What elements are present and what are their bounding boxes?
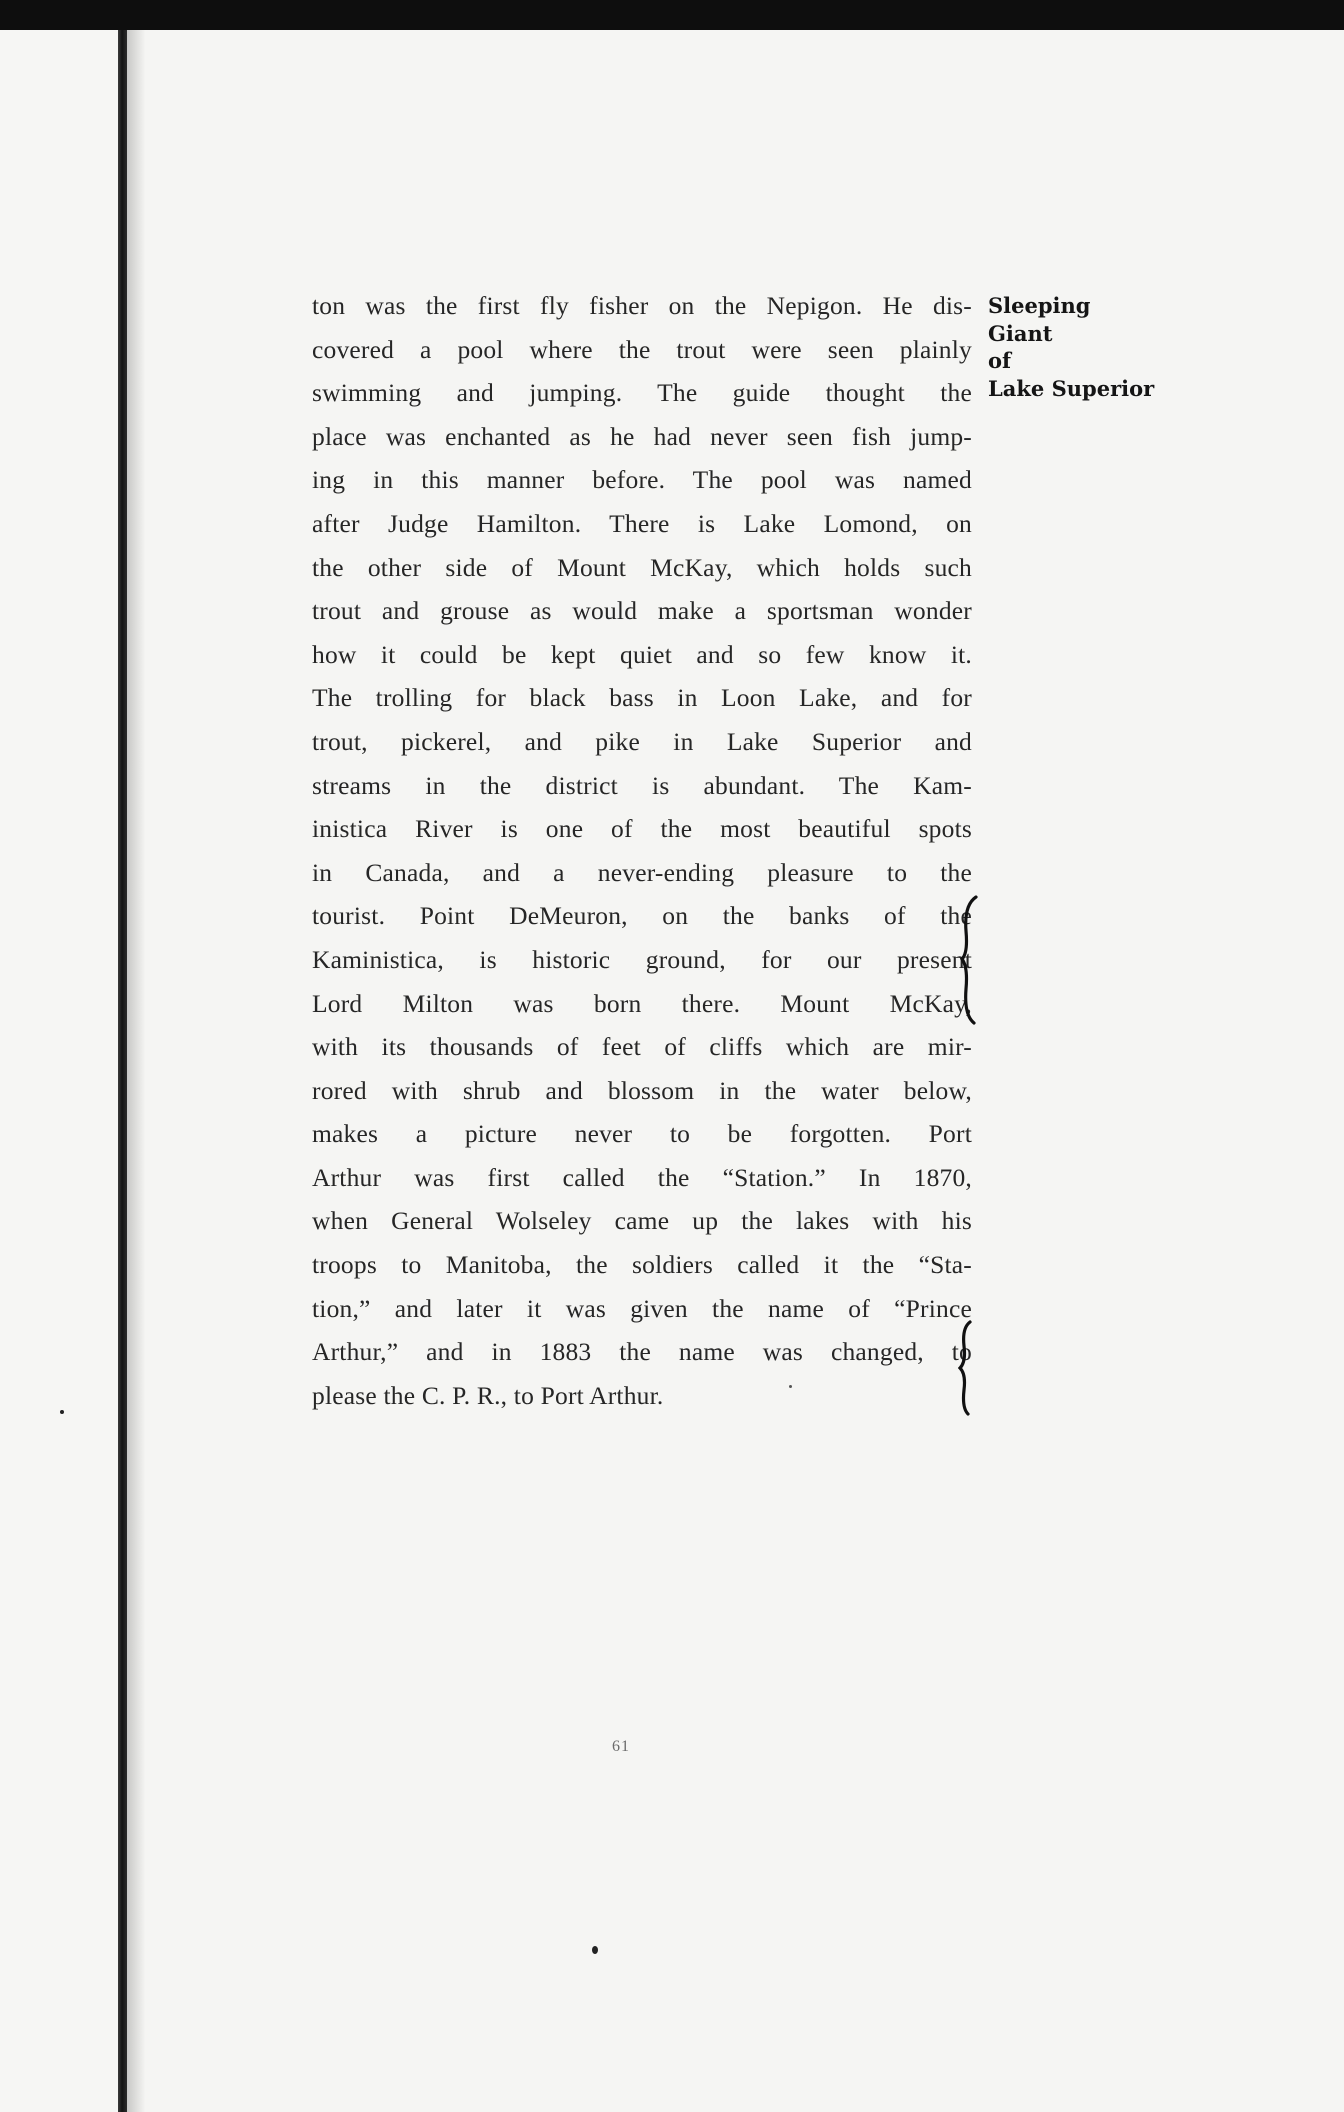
text-line: after Judge Hamilton. There is Lake Lomond, on: [312, 508, 972, 538]
text-line: Arthur was first called the “Station.” In 1870,: [312, 1162, 972, 1192]
text-line: streams in the district is abundant. The Kam-: [312, 770, 972, 800]
marginal-heading-line: of: [988, 348, 1012, 373]
text-line: place was enchanted as he had never seen fish jump-: [312, 421, 972, 451]
text-line: in Canada, and a never-ending pleasure to the: [312, 857, 972, 887]
text-line: trout, pickerel, and pike in Lake Superior and: [312, 726, 972, 756]
marginal-heading-line: Lake Superior: [988, 375, 1155, 401]
text-line: how it could be kept quiet and so few know it.: [312, 639, 972, 669]
text-line: please the C. P. R., to Port Arthur.: [312, 1380, 664, 1410]
text-line: makes a picture never to be forgotten. Port: [312, 1119, 972, 1149]
marginal-heading: [988, 292, 1154, 402]
text-line: tourist. Point DeMeuron, on the banks of the: [312, 901, 972, 931]
marginal-heading-line: Giant: [988, 320, 1053, 346]
text-line: Lord Milton was born there. Mount McKay,: [312, 988, 972, 1018]
text-line: inistica River is one of the most beautiful spots: [312, 814, 972, 844]
gutter-shadow: [127, 30, 145, 2112]
text-line: trout and grouse as would make a sportsman wonder: [312, 596, 972, 626]
text-line: when General Wolseley came up the lakes with his: [312, 1206, 972, 1236]
scan-top-border: [0, 0, 1344, 30]
text-line: swimming and jumping. The guide thought the: [312, 378, 972, 408]
book-spine: [118, 30, 127, 2112]
marginal-heading-line: Sleeping: [988, 293, 1091, 318]
text-line: the other side of Mount McKay, which holds such: [312, 552, 972, 582]
margin-brace-lower: [958, 1320, 988, 1416]
page-number: 61: [612, 1738, 630, 1755]
facing-page-edge: [0, 30, 118, 2112]
margin-brace-upper: [960, 895, 990, 1025]
scan-speck: [592, 1946, 598, 1954]
body-text: [312, 284, 972, 1417]
text-line: tion,” and later it was given the name of “Prince: [312, 1293, 972, 1323]
text-line: ing in this manner before. The pool was named: [312, 465, 972, 495]
text-line: Kaministica, is historic ground, for our present: [312, 944, 972, 974]
scan-speck: [60, 1410, 64, 1414]
text-line: rored with shrub and blossom in the water below,: [312, 1075, 972, 1105]
text-line: Arthur,” and in 1883 the name was changed, to: [312, 1337, 972, 1367]
text-line: covered a pool where the trout were seen plainly: [312, 334, 972, 364]
text-line: The trolling for black bass in Loon Lake, and for: [312, 683, 972, 713]
text-line: troops to Manitoba, the soldiers called it the “Sta-: [312, 1250, 972, 1280]
text-line: with its thousands of feet of cliffs which are mir-: [312, 1032, 972, 1062]
text-line: ton was the first fly fisher on the Nepigon. He dis-: [312, 291, 972, 320]
